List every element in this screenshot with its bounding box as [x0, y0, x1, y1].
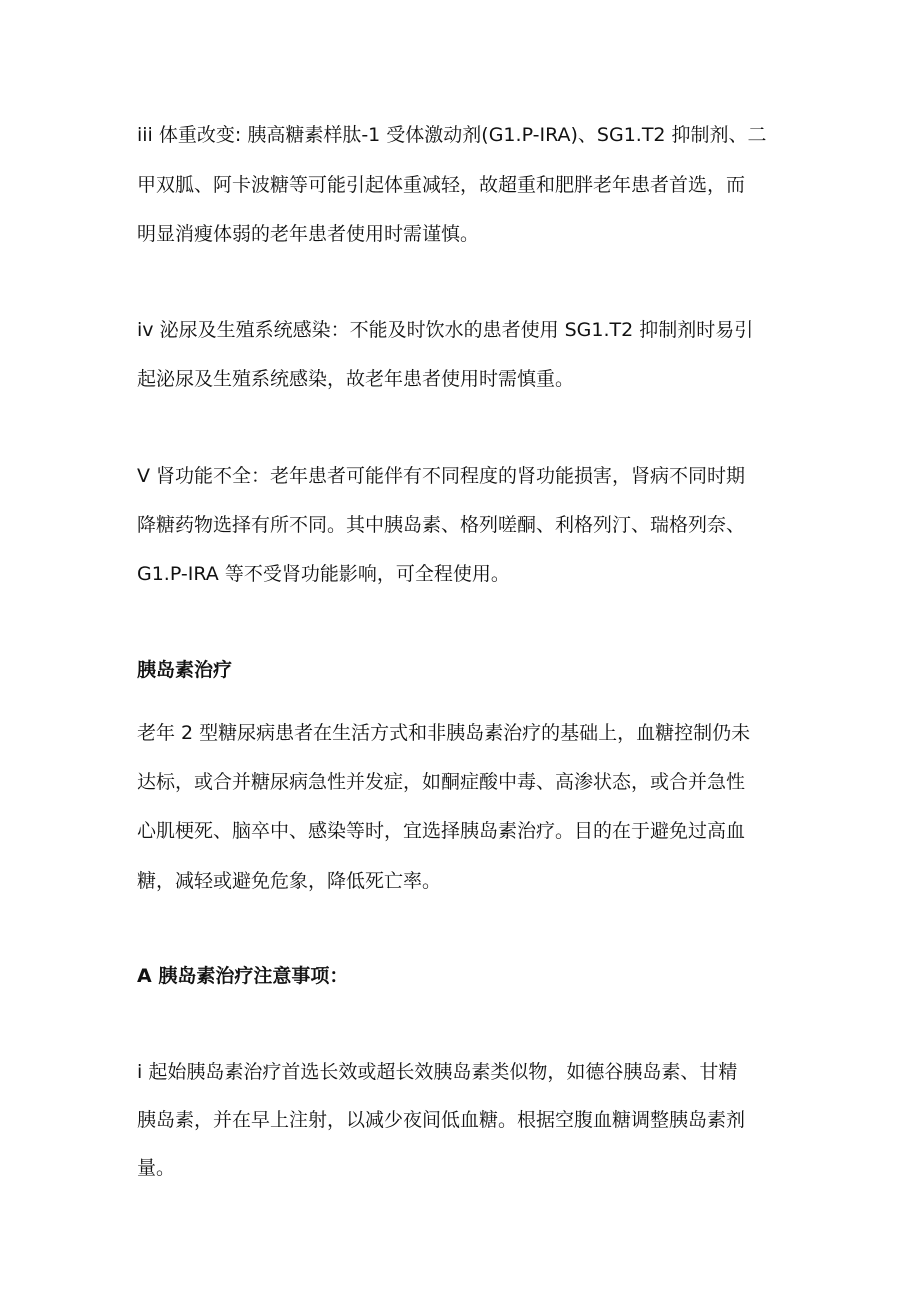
paragraph-i-line-3: 量。 [137, 1157, 176, 1179]
paragraph-iv-line-1: iv 泌尿及生殖系统感染：不能及时饮水的患者使用 SG1.T2 抑制剂时易引 [137, 319, 754, 341]
paragraph-v-line-2: 降糖药物选择有所不同。其中胰岛素、格列嗟酮、利格列汀、瑞格列奈、 [137, 514, 746, 536]
paragraph-i-line-2: 胰岛素，并在早上注射，以减少夜间低血糖。根据空腹血糖调整胰岛素剂 [137, 1109, 746, 1131]
paragraph-insulin-line-3: 心肌梗死、脑卒中、感染等时，宜选择胰岛素治疗。目的在于避免过高血 [137, 820, 746, 842]
paragraph-insulin-line-1: 老年 2 型糖尿病患者在生活方式和非胰岛素治疗的基础上，血糖控制仍未 [137, 722, 751, 744]
paragraph-v-line-1: V 肾功能不全：老年患者可能伴有不同程度的肾功能损害，肾病不同时期 [137, 465, 746, 487]
paragraph-i-line-1: i 起始胰岛素治疗首选长效或超长效胰岛素类似物，如德谷胰岛素、甘精 [137, 1061, 738, 1083]
paragraph-iii-line-3: 明显消瘦体弱的老年患者使用时需谨慎。 [137, 223, 480, 245]
paragraph-v-line-3: G1.P-IRA 等不受肾功能影响，可全程使用。 [137, 563, 510, 585]
paragraph-iii-line-2: 甲双胍、阿卡波糖等可能引起体重减轻，故超重和肥胖老年患者首选，而 [137, 174, 746, 196]
paragraph-iv-line-2: 起泌尿及生殖系统感染，故老年患者使用时需慎重。 [137, 368, 575, 390]
paragraph-insulin-line-2: 达标，或合并糖尿病急性并发症，如酮症酸中毒、高渗状态，或合并急性 [137, 771, 746, 793]
insulin-precautions-heading: A 胰岛素治疗注意事项： [137, 965, 349, 987]
paragraph-insulin-line-4: 糖，减轻或避免危象，降低死亡率。 [137, 870, 442, 892]
insulin-therapy-heading: 胰岛素治疗 [137, 659, 233, 681]
paragraph-iii-line-1: iii 体重改变: 胰高糖素样肽-1 受体激动剂(G1.P-IRA)、SG1.T2 抑制剂、二 [137, 124, 767, 146]
